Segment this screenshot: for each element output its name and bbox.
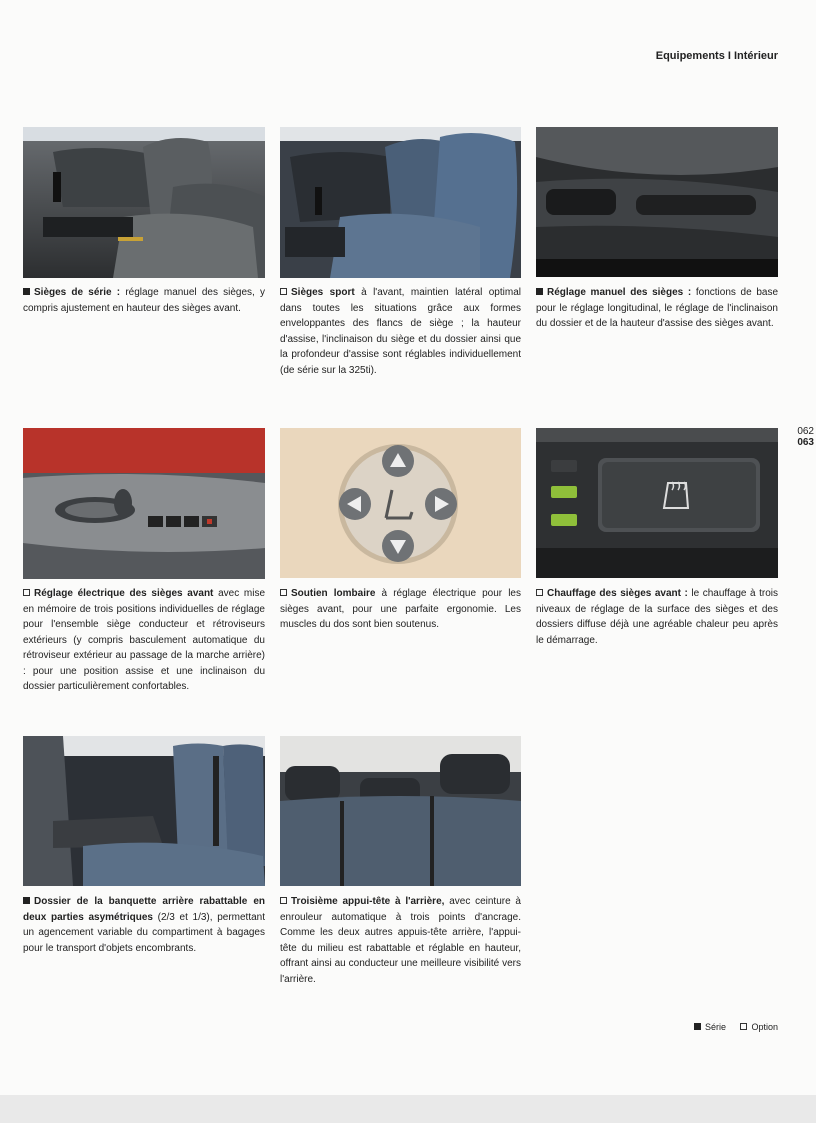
photo-sport-seats [280, 127, 521, 278]
caption-title: Troisième appui-tête à l'arrière, [291, 896, 445, 907]
caption-sport-seats [280, 285, 521, 378]
caption-text: (2/3 et 1/3), permettant un agencement variable du compartiment à bagages pour le transport d'objets encombrants. [23, 911, 266, 954]
caption-title: Sièges de série : [34, 287, 121, 298]
page-number-left: 062 [797, 426, 814, 437]
legend-option-label: Option [751, 1022, 778, 1032]
caption-text: réglage manuel des sièges, y compris ajustement en hauteur des sièges avant. [23, 287, 265, 314]
caption-standard-seats [23, 285, 265, 316]
caption-title: Dossier de la banquette arrière rabattable en deux parties asymétriques [23, 896, 265, 923]
caption-electric-adjustment [23, 586, 265, 695]
option-marker-icon [23, 589, 30, 596]
option-marker-icon [280, 589, 287, 596]
photo-standard-seats [23, 127, 265, 278]
caption-rear-bench [23, 894, 265, 956]
caption-lumbar-support [280, 586, 521, 633]
caption-seat-heating [536, 586, 778, 648]
caption-title: Réglage manuel des sièges : [547, 287, 692, 298]
photo-rear-bench [23, 736, 265, 886]
page-number-right: 063 [797, 437, 814, 448]
serie-marker-icon [536, 288, 543, 295]
option-marker-icon [280, 288, 287, 295]
serie-marker-icon [23, 288, 30, 295]
caption-manual-adjustment [536, 285, 778, 332]
photo-seat-heating [536, 428, 778, 578]
caption-title: Réglage électrique des sièges avant [34, 588, 214, 599]
photo-rear-headrest [280, 736, 521, 886]
caption-text: avec mise en mémoire de trois positions individuelles de réglage pour l'ensemble siège conducteur et rétroviseurs extérieurs (y compris basculement automatique du rétroviseur extérieur au passage de la marche arrière) : pour une position assise et une inclinaison du dossier particulièrement confortables. [23, 588, 266, 692]
section-header: Equipements I Intérieur [655, 50, 778, 62]
caption-title: Soutien lombaire [291, 588, 376, 599]
caption-text: à l'avant, maintien latéral optimal dans toutes les situations grâce aux formes enveloppantes des flancs de siège ; la hauteur d'assise, l'inclinaison du siège et du dossier ainsi que la profondeur d'assise sont réglables individuellement (de série sur la 325ti). [280, 287, 521, 376]
bottom-page-edge [0, 1095, 816, 1123]
serie-marker-icon [23, 897, 30, 904]
option-marker-icon [280, 897, 287, 904]
legend [694, 1022, 778, 1032]
caption-text: le chauffage à trois niveaux de réglage de la surface des sièges et des dossiers diffuse déjà une agréable chaleur peu après le démarrage. [536, 588, 778, 646]
caption-title: Chauffage des sièges avant : [547, 588, 688, 599]
caption-rear-headrest [280, 894, 521, 987]
option-marker-icon [536, 589, 543, 596]
photo-manual-adjustment [536, 127, 778, 277]
caption-title: Sièges sport [291, 287, 355, 298]
serie-marker-icon [694, 1023, 701, 1030]
photo-lumbar-support [280, 428, 521, 578]
page-numbers [790, 426, 814, 448]
legend-serie-label: Série [704, 1022, 726, 1032]
caption-text: fonctions de base pour le réglage longitudinal, le réglage de l'inclinaison du dossier et de la hauteur d'assise des sièges avant. [536, 287, 779, 329]
option-marker-icon [740, 1023, 747, 1030]
caption-text: avec ceinture à enrouleur automatique à trois points d'ancrage. Comme les deux autres appuis-tête arrière, l'appui-tête du milieu est rabattable et réglable en hauteur, offrant ainsi au conducteur une meilleure visibilité vers l'arrière. [280, 896, 521, 985]
photo-electric-adjustment [23, 428, 265, 579]
caption-text: à réglage électrique pour les sièges avant, pour une parfaite ergonomie. Les muscles du dos sont bien soutenus. [280, 588, 521, 630]
